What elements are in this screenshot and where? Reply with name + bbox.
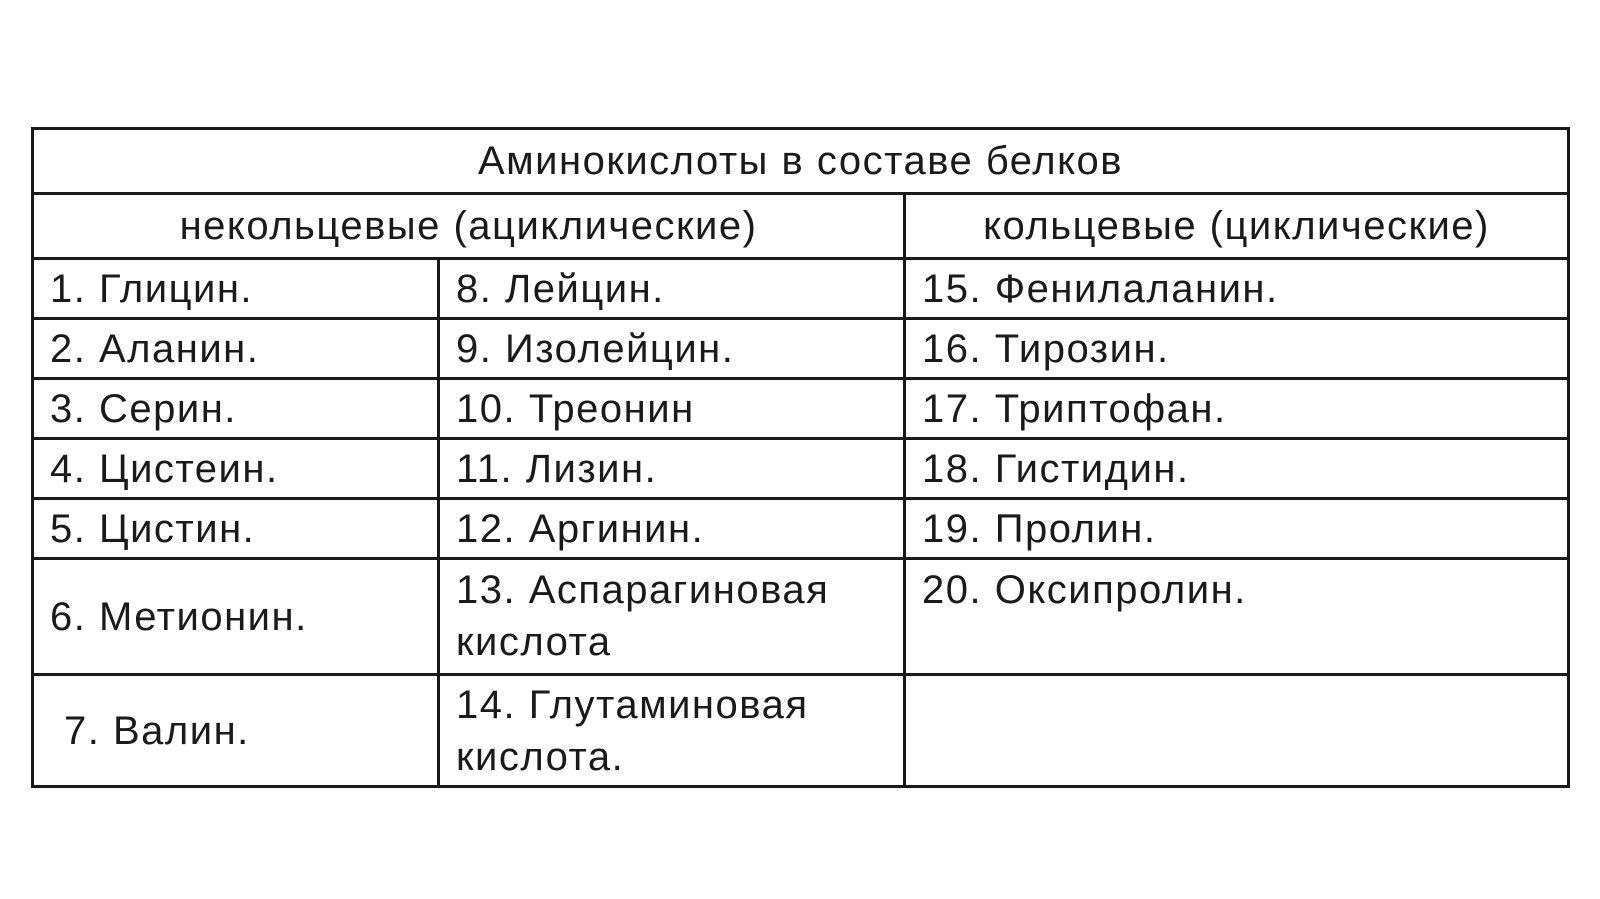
table-row — [33, 319, 1569, 379]
table-cell: 7. Валин. — [33, 675, 439, 787]
table-cell: 18. Гистидин. — [905, 439, 1569, 499]
table-cell: 15. Фенилаланин. — [905, 259, 1569, 319]
table-cell: 11. Лизин. — [439, 439, 905, 499]
table-cell: 17. Триптофан. — [905, 379, 1569, 439]
table-cell: 2. Аланин. — [33, 319, 439, 379]
table-row — [33, 675, 1569, 787]
table-row — [33, 259, 1569, 319]
group-header-acyclic: некольцевые (ациклические) — [33, 194, 905, 259]
group-header-row — [33, 194, 1569, 259]
table-cell-empty — [905, 675, 1569, 787]
table-cell: 3. Серин. — [33, 379, 439, 439]
group-header-cyclic: кольцевые (циклические) — [905, 194, 1569, 259]
table-title-row — [33, 129, 1569, 194]
table-row — [33, 559, 1569, 675]
table-cell: 12. Аргинин. — [439, 499, 905, 559]
table-cell: 8. Лейцин. — [439, 259, 905, 319]
table-cell: 10. Треонин — [439, 379, 905, 439]
table-cell: 20. Оксипролин. — [905, 559, 1569, 675]
table-cell: 4. Цистеин. — [33, 439, 439, 499]
table-cell: 6. Метионин. — [33, 559, 439, 675]
table-cell: 19. Пролин. — [905, 499, 1569, 559]
table-cell: 13. Аспарагиновая кислота — [439, 559, 905, 675]
amino-acids-table — [31, 127, 1570, 788]
table-cell: 5. Цистин. — [33, 499, 439, 559]
table-cell: 14. Глутаминовая кислота. — [439, 675, 905, 787]
table-title: Аминокислоты в составе белков — [33, 129, 1569, 194]
table-cell: 16. Тирозин. — [905, 319, 1569, 379]
table-row — [33, 379, 1569, 439]
table-cell: 1. Глицин. — [33, 259, 439, 319]
table-row — [33, 499, 1569, 559]
table-row — [33, 439, 1569, 499]
table-cell: 9. Изолейцин. — [439, 319, 905, 379]
